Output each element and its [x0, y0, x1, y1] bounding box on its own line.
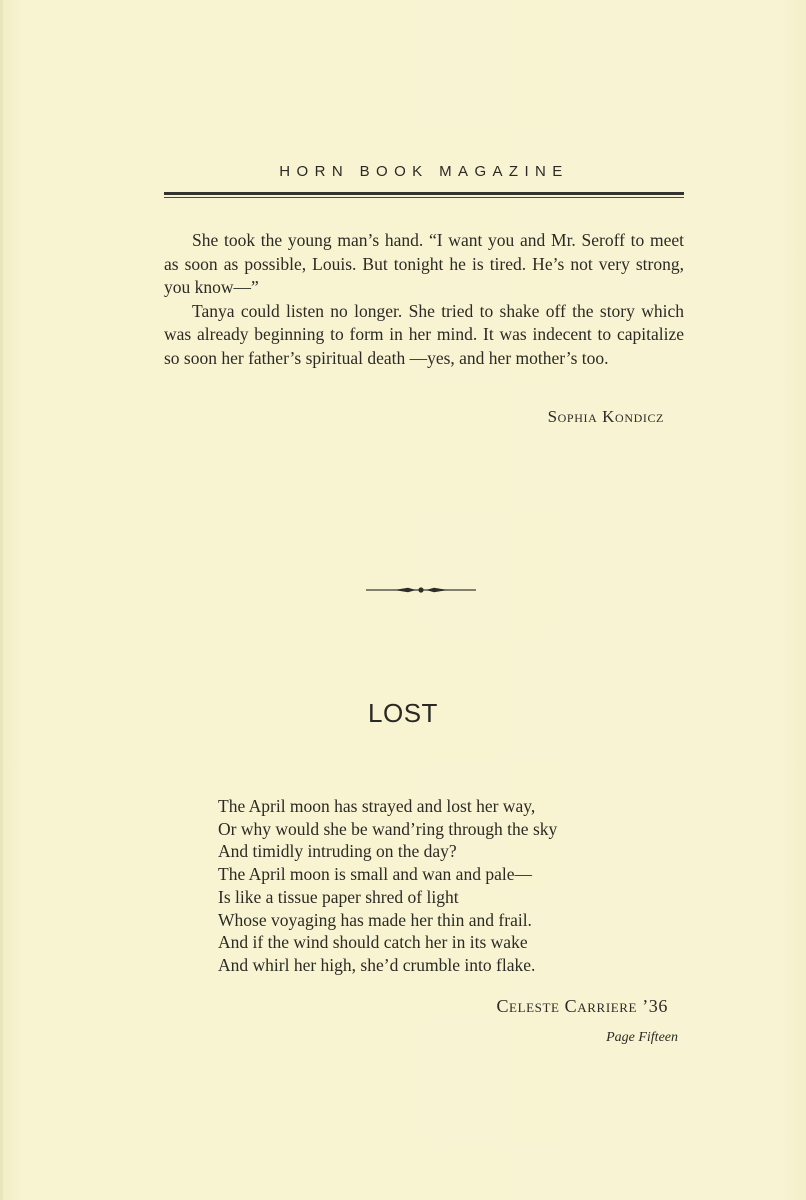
story-paragraph: Tanya could listen no longer. She tried to shake off the story which was already beginning to form in her mind. It was indecent to capitalize so soon her father’s spiritual death —yes, and her mother’s too. [164, 300, 684, 368]
section-divider-ornament [366, 583, 476, 597]
story-text [164, 229, 684, 370]
poem-line: And if the wind should catch her in its wake [218, 932, 528, 953]
running-header: HORN BOOK MAGAZINE [279, 163, 569, 180]
header-rule-thick [164, 192, 684, 195]
poem-line: Whose voyaging has made her thin and frail. [218, 909, 532, 930]
header-rule-thin [164, 197, 684, 198]
poem-line: Or why would she be wand’ring through the sky [218, 818, 558, 839]
poem-line: And timidly intruding on the day? [218, 841, 457, 862]
poem-title: LOST [368, 698, 438, 728]
page-edge [0, 0, 3, 1200]
poem-line: The April moon is small and wan and pale— [218, 864, 532, 885]
poem-author: Celeste Carriere ’36 [496, 996, 668, 1016]
poem-text [218, 795, 678, 977]
poem-line: Is like a tissue paper shred of light [218, 886, 459, 907]
page-number: Page Fifteen [606, 1030, 678, 1045]
story-author: Sophia Kondicz [547, 407, 664, 426]
poem-line: The April moon has strayed and lost her way, [218, 796, 536, 816]
poem-line: And whirl her high, she’d crumble into flake. [218, 954, 536, 975]
story-paragraph: She took the young man’s hand. “I want you and Mr. Seroff to meet as soon as possible, Louis. But tonight he is tired. He’s not very strong, you know—” [164, 230, 684, 297]
